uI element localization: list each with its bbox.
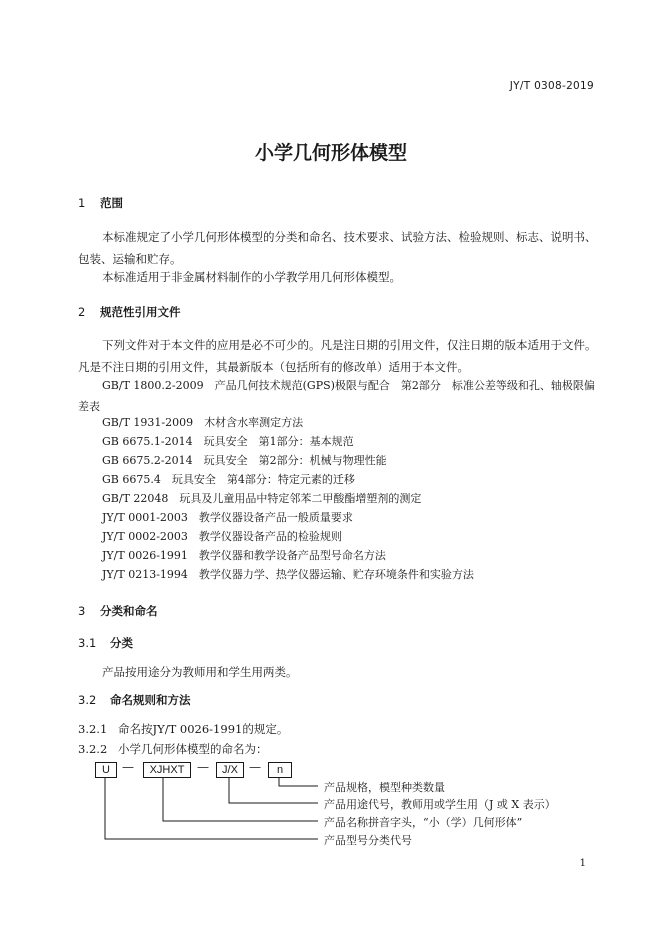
page-number: 1 bbox=[579, 858, 586, 869]
subsection-title: 命名规则和方法 bbox=[110, 693, 191, 707]
clause-text: 小学几何形体模型的命名为： bbox=[118, 742, 268, 756]
section-number: 1 bbox=[78, 196, 86, 210]
paragraph-text: 下列文件对于本文件的应用是必不可少的。凡是注日期的引用文件，仅注日期的版本适用于文件。凡是不注日期的引用文件，其最新版本（包括所有的修改单）适用于本文件。 bbox=[78, 338, 597, 374]
code-separator: — bbox=[249, 760, 261, 774]
paragraph-text: 本标准规定了小学几何形体模型的分类和命名、技术要求、试验方法、检验规则、标志、说明书、包装、运输和贮存。 bbox=[78, 230, 597, 266]
paragraph-text: 本标准适用于非金属材料制作的小学教学用几何形体模型。 bbox=[102, 270, 401, 284]
code-box-category: U bbox=[95, 762, 117, 778]
standard-code: JY/T 0308-2019 bbox=[509, 80, 594, 92]
reference-item: GB/T 22048 玩具及儿童用品中特定邻苯二甲酸酯增塑剂的测定 bbox=[102, 492, 422, 505]
reference-item: GB 6675.1-2014 玩具安全 第1部分：基本规范 bbox=[102, 435, 354, 448]
section-title: 规范性引用文件 bbox=[100, 305, 181, 319]
reference-item: GB/T 1800.2-2009 产品几何技术规范(GPS)极限与配合 第2部分 标准公差等级和孔、轴极限偏 bbox=[102, 379, 595, 392]
label-spec: 产品规格，模型种类数量 bbox=[324, 781, 445, 794]
code-separator: — bbox=[197, 760, 209, 774]
reference-item: JY/T 0026-1991 教学仪器和教学设备产品型号命名方法 bbox=[102, 549, 386, 562]
leader-line-spec bbox=[279, 778, 318, 786]
label-usage: 产品用途代号，教师用或学生用（J 或 X 表示） bbox=[324, 798, 556, 811]
clause-text: 命名按JY/T 0026-1991的规定。 bbox=[118, 722, 289, 736]
reference-item: GB 6675.4 玩具安全 第4部分：特定元素的迁移 bbox=[102, 473, 355, 486]
subsection-number: 3.2 bbox=[78, 693, 97, 707]
document-title: 小学几何形体模型 bbox=[254, 142, 407, 164]
section-title: 范围 bbox=[100, 196, 123, 210]
reference-item: JY/T 0002-2003 教学仪器设备产品的检验规则 bbox=[102, 530, 342, 543]
leader-line-category bbox=[105, 778, 318, 839]
code-box-name: XJHXT bbox=[143, 762, 191, 778]
code-box-usage: J/X bbox=[216, 762, 244, 778]
reference-item: GB 6675.2-2014 玩具安全 第2部分：机械与物理性能 bbox=[102, 454, 387, 467]
subsection-title: 分类 bbox=[110, 636, 133, 650]
label-name: 产品名称拼音字头，“小（学）几何形体” bbox=[324, 816, 523, 829]
leader-line-usage bbox=[229, 778, 318, 803]
code-box-spec: n bbox=[268, 762, 292, 778]
code-separator: — bbox=[122, 760, 134, 774]
clause-number: 3.2.2 bbox=[78, 742, 108, 756]
section-title: 分类和命名 bbox=[100, 604, 158, 618]
clause-number: 3.2.1 bbox=[78, 722, 108, 736]
reference-item-continued: 差表 bbox=[78, 400, 100, 413]
reference-item: GB/T 1931-2009 木材含水率测定方法 bbox=[102, 416, 304, 429]
section-number: 3 bbox=[78, 604, 86, 618]
leader-line-name bbox=[163, 778, 318, 821]
subsection-3-1-text: 产品按用途分为教师用和学生用两类。 bbox=[102, 665, 298, 679]
section-number: 2 bbox=[78, 305, 86, 319]
label-category: 产品型号分类代号 bbox=[324, 834, 412, 847]
reference-item: JY/T 0001-2003 教学仪器设备产品一般质量要求 bbox=[102, 511, 353, 524]
reference-item: JY/T 0213-1994 教学仪器力学、热学仪器运输、贮存环境条件和实验方法 bbox=[102, 568, 474, 581]
subsection-number: 3.1 bbox=[78, 636, 97, 650]
